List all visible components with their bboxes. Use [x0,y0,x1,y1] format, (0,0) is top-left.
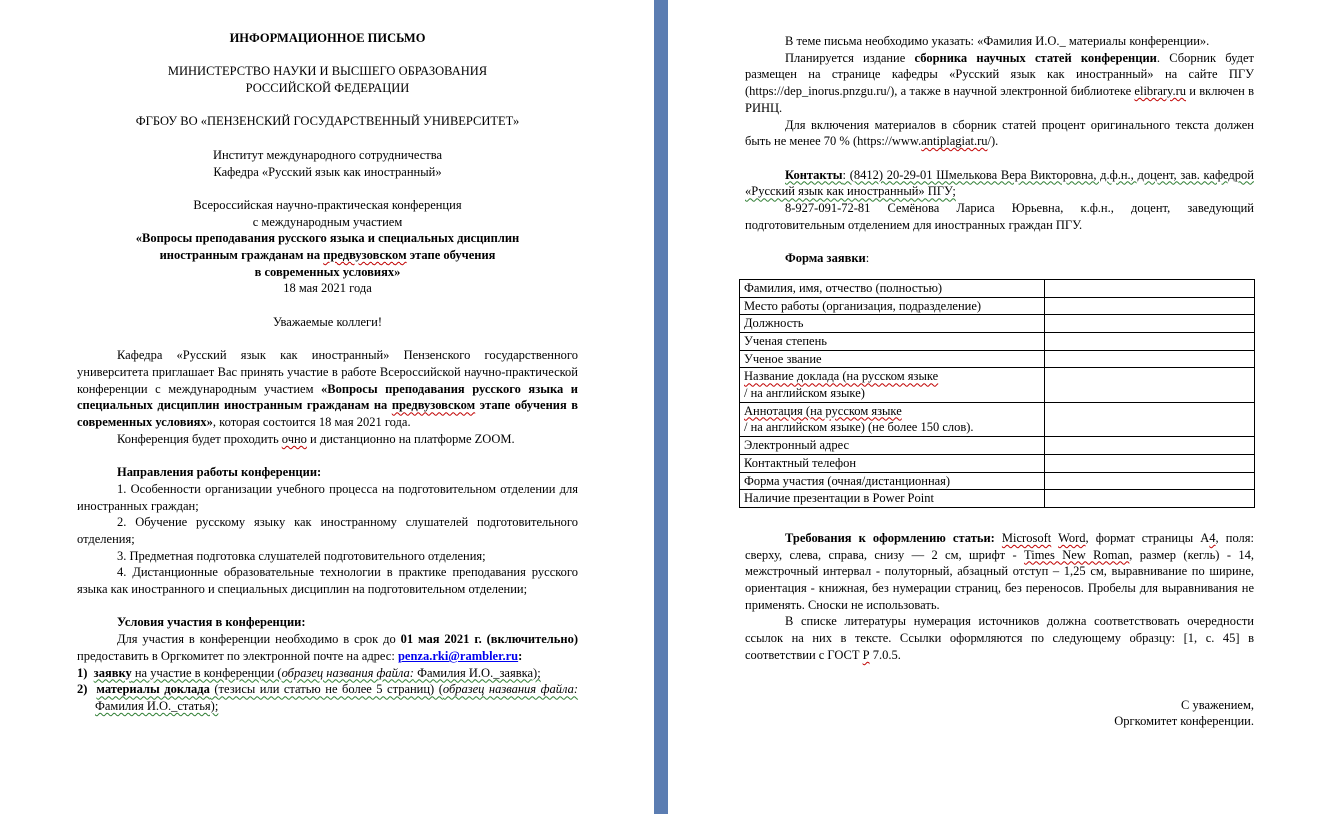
table-row [740,368,1255,402]
form-value-cell[interactable] [1045,472,1255,490]
document-page-right [668,0,1328,814]
table-row [740,472,1255,490]
originality-c: /). [987,134,999,149]
form-colon: : [865,251,870,266]
originality-b: antiplagiat.ru [921,134,988,149]
page-left-content [77,30,578,715]
conference-type: Всероссийская научно-практическая конференция [193,197,462,212]
email-link[interactable]: penza.rki@rambler.ru [397,648,519,663]
table-row [740,297,1255,315]
page-right-content [745,33,1254,730]
ministry-line-1: МИНИСТЕРСТВО НАУКИ И ВЫСШЕГО ОБРАЗОВАНИЯ [167,64,488,79]
contacts-1: : (8412) 20-29-01 Шмелькова Вера Викторовна, д.ф.н., доцент, зав. кафедрой «Русский язык как иностранный» ПГУ; [745,167,1254,199]
form-label-cell: Контактный телефон [740,454,1045,472]
collection-e: и включен в РИНЦ. [745,84,1254,115]
form-value-cell[interactable] [1045,315,1255,333]
form-value-cell[interactable] [1045,402,1255,436]
intro-paragraph [77,347,578,431]
collection-a: Планируется издание [785,50,915,65]
closing-committee: Оргкомитет конференции. [1114,714,1254,729]
letter-title: ИНФОРМАЦИОННОЕ ПИСЬМО [229,31,426,45]
item2-num: 2) [77,682,88,697]
application-form-table [739,279,1255,508]
item2-d: Фамилия И.О._статья); [95,699,219,713]
submission-item-1 [77,665,578,682]
table-row [740,454,1255,472]
table-row [740,437,1255,455]
format-paragraph [77,431,578,448]
item1-c: образец названия файла: [281,665,414,680]
form-label-6a: Название доклада (на русском языке [744,369,939,384]
directions-heading: Направления работы конференции: [117,465,322,480]
closing-regards: С уважением, [1181,697,1254,712]
references-paragraph [745,613,1254,663]
intro-c: предвузовском [391,398,476,413]
table-row [740,332,1255,350]
direction-item-4: 4. Дистанционные образовательные технологии в практике преподавания русского языка как иностранного и специальных дисциплин на подготовительном отделении; [77,565,578,597]
conditions-paragraph [77,631,578,664]
collection-c: . Сборник будет размещен на странице кафедры «Русский язык как иностранный» на сайте ПГУ (https://dep_inorus.pnzgu.ru/), а также в научной электронной библиотеке [745,50,1254,99]
req-h: Times New Roman [1024,547,1130,562]
form-label-cell [740,402,1045,436]
form-label-cell: Наличие презентации в Power Point [740,490,1045,508]
originality-paragraph [745,117,1254,150]
conditions-b: 01 мая 2021 г. (включительно) [400,632,578,647]
intro-d: этапе обучения в современных условиях» [77,398,578,430]
refs-b: ссылок на них в тексте. Ссылки оформляются по следующему образцу: [1, с. 45] в соответствии с ГОСТ [745,631,1254,662]
collection-d: elibrary.ru [1134,84,1187,99]
collection-paragraph [745,50,1254,117]
form-label-cell [740,368,1045,402]
item2-a: материалы доклада [96,682,210,697]
form-value-cell[interactable] [1045,454,1255,472]
form-value-cell[interactable] [1045,350,1255,368]
form-value-cell[interactable] [1045,332,1255,350]
format-c: и дистанционно на платформе ZOOM. [306,431,515,446]
form-heading: Форма заявки [785,251,866,266]
conference-title-2b: предвузовском [323,248,407,263]
conference-title-line-3: в современных условиях» [254,264,401,279]
req-g: , поля: сверху, слева, справа, снизу — 2 см, шрифт - [745,530,1254,562]
form-label-cell: Ученое звание [740,350,1045,368]
contacts-paragraph [745,167,1254,200]
table-row [740,315,1255,333]
req-label: Требования к оформлению статьи: [785,530,995,545]
item1-b: на участие в конференции ( [131,665,282,680]
form-label-cell: Место работы (организация, подразделение) [740,297,1045,315]
subject-paragraph: В теме письма необходимо указать: «Фамилия И.О._ материалы конференции». [785,34,1210,48]
contacts-label: Контакты [785,167,843,182]
direction-item-2: 2. Обучение русскому языку как иностранному слушателей подготовительного отделения; [77,515,578,546]
form-value-cell[interactable] [1045,490,1255,508]
department-name: Кафедра «Русский язык как иностранный» [213,164,442,179]
req-e: , формат страницы А [1085,530,1210,545]
table-row [740,402,1255,436]
collection-b: сборника научных статей конференции [914,50,1157,65]
form-label-7b: / на английском языке) (не более 150 слов). [744,420,974,435]
conference-title-2a: иностранным гражданам на [159,248,324,263]
table-row [740,490,1255,508]
conference-title-2c: этапе обучения [406,248,496,263]
item1-a: заявку [93,665,132,680]
requirements-paragraph [745,530,1254,614]
intro-a: Кафедра «Русский язык как иностранный» Пензенского государственного университета приглашает Вас принять участие в работе Всероссийской научно-практической конференции с международным участием [77,348,578,396]
intro-e: , которая состоится 18 мая 2021 года. [212,415,411,430]
conference-title-line-2 [77,247,578,264]
institute-name: Институт международного сотрудничества [212,147,443,162]
ministry-line-2: РОССИЙСКОЙ ФЕДЕРАЦИИ [245,81,410,96]
document-page-left [0,0,654,814]
req-b: Microsoft [1001,530,1052,545]
form-value-cell[interactable] [1045,437,1255,455]
form-label-6b: / на английском языке) [744,386,865,401]
conference-date: 18 мая 2021 года [283,281,372,296]
university-name: ФГБОУ ВО «ПЕНЗЕНСКИЙ ГОСУДАРСТВЕННЫЙ УНИВЕРСИТЕТ» [135,114,520,129]
item1-num: 1) [77,665,88,680]
form-value-cell[interactable] [1045,297,1255,315]
conference-title-line-1: «Вопросы преподавания русского языка и специальных дисциплин [135,231,520,246]
req-a [995,531,1002,545]
direction-item-1: 1. Особенности организации учебного процесса на подготовительном отделении для иностранных граждан; [77,481,578,513]
originality-a: Для включения материалов в сборник статей процент оригинального текста должен быть не менее 70 % (https://www. [745,117,1254,149]
conditions-c: предоставить в Оргкомитет по электронной почте на адрес: [77,648,398,663]
form-label-cell: Форма участия (очная/дистанционная) [740,472,1045,490]
req-d: Word [1058,530,1086,545]
intro-b: «Вопросы преподавания русского языка и специальных дисциплин иностранным гражданам на [77,381,578,413]
item1-d: Фамилия И.О._заявка); [413,665,541,680]
req-i: , размер (кегль) - 14, межстрочный интервал - полуторный, абзацный отступ – 1,25 см, выравнивание по ширине, ориентация - книжная, без нумерации страниц, без переносов. Пробелы для выравнивания не применять. Сноски не использовать. [745,547,1254,612]
submission-item-2 [77,681,578,714]
page-divider [654,0,668,814]
refs-d: 7.0.5. [869,647,901,662]
conference-participation: с международным участием [252,214,403,229]
refs-a: В списке литературы нумерация источников должна соответствовать очередности [785,614,1254,629]
refs-c: Р [862,647,870,662]
form-label-cell: Электронный адрес [740,437,1045,455]
email-colon: : [518,648,523,663]
form-label-7a: Аннотация (на русском языке [744,403,902,418]
form-label-cell: Фамилия, имя, отчество (полностью) [740,279,1045,297]
form-label-cell: Должность [740,315,1045,333]
item2-b: (тезисы или статью не более 5 страниц) ( [209,682,443,697]
table-row [740,350,1255,368]
form-value-cell[interactable] [1045,368,1255,402]
greeting: Уважаемые коллеги! [273,314,382,329]
form-label-cell: Ученая степень [740,332,1045,350]
form-value-cell[interactable] [1045,279,1255,297]
contacts-paragraph-2: 8-927-091-72-81 Семёнова Лариса Юрьевна, к.ф.н., доцент, заведующий подготовительным отделением для иностранных граждан ПГУ. [745,201,1254,232]
direction-item-3: 3. Предметная подготовка слушателей подготовительного отделения; [117,548,486,563]
format-b: очно [281,431,307,446]
form-heading-line [745,250,1254,267]
table-row [740,279,1255,297]
format-a: Конференция будет проходить [117,431,282,446]
conditions-a: Для участия в конференции необходимо в срок до [117,632,401,647]
conditions-heading: Условия участия в конференции: [117,615,306,630]
item2-c: образец названия файла: [442,682,579,697]
req-f: 4 [1209,530,1216,545]
